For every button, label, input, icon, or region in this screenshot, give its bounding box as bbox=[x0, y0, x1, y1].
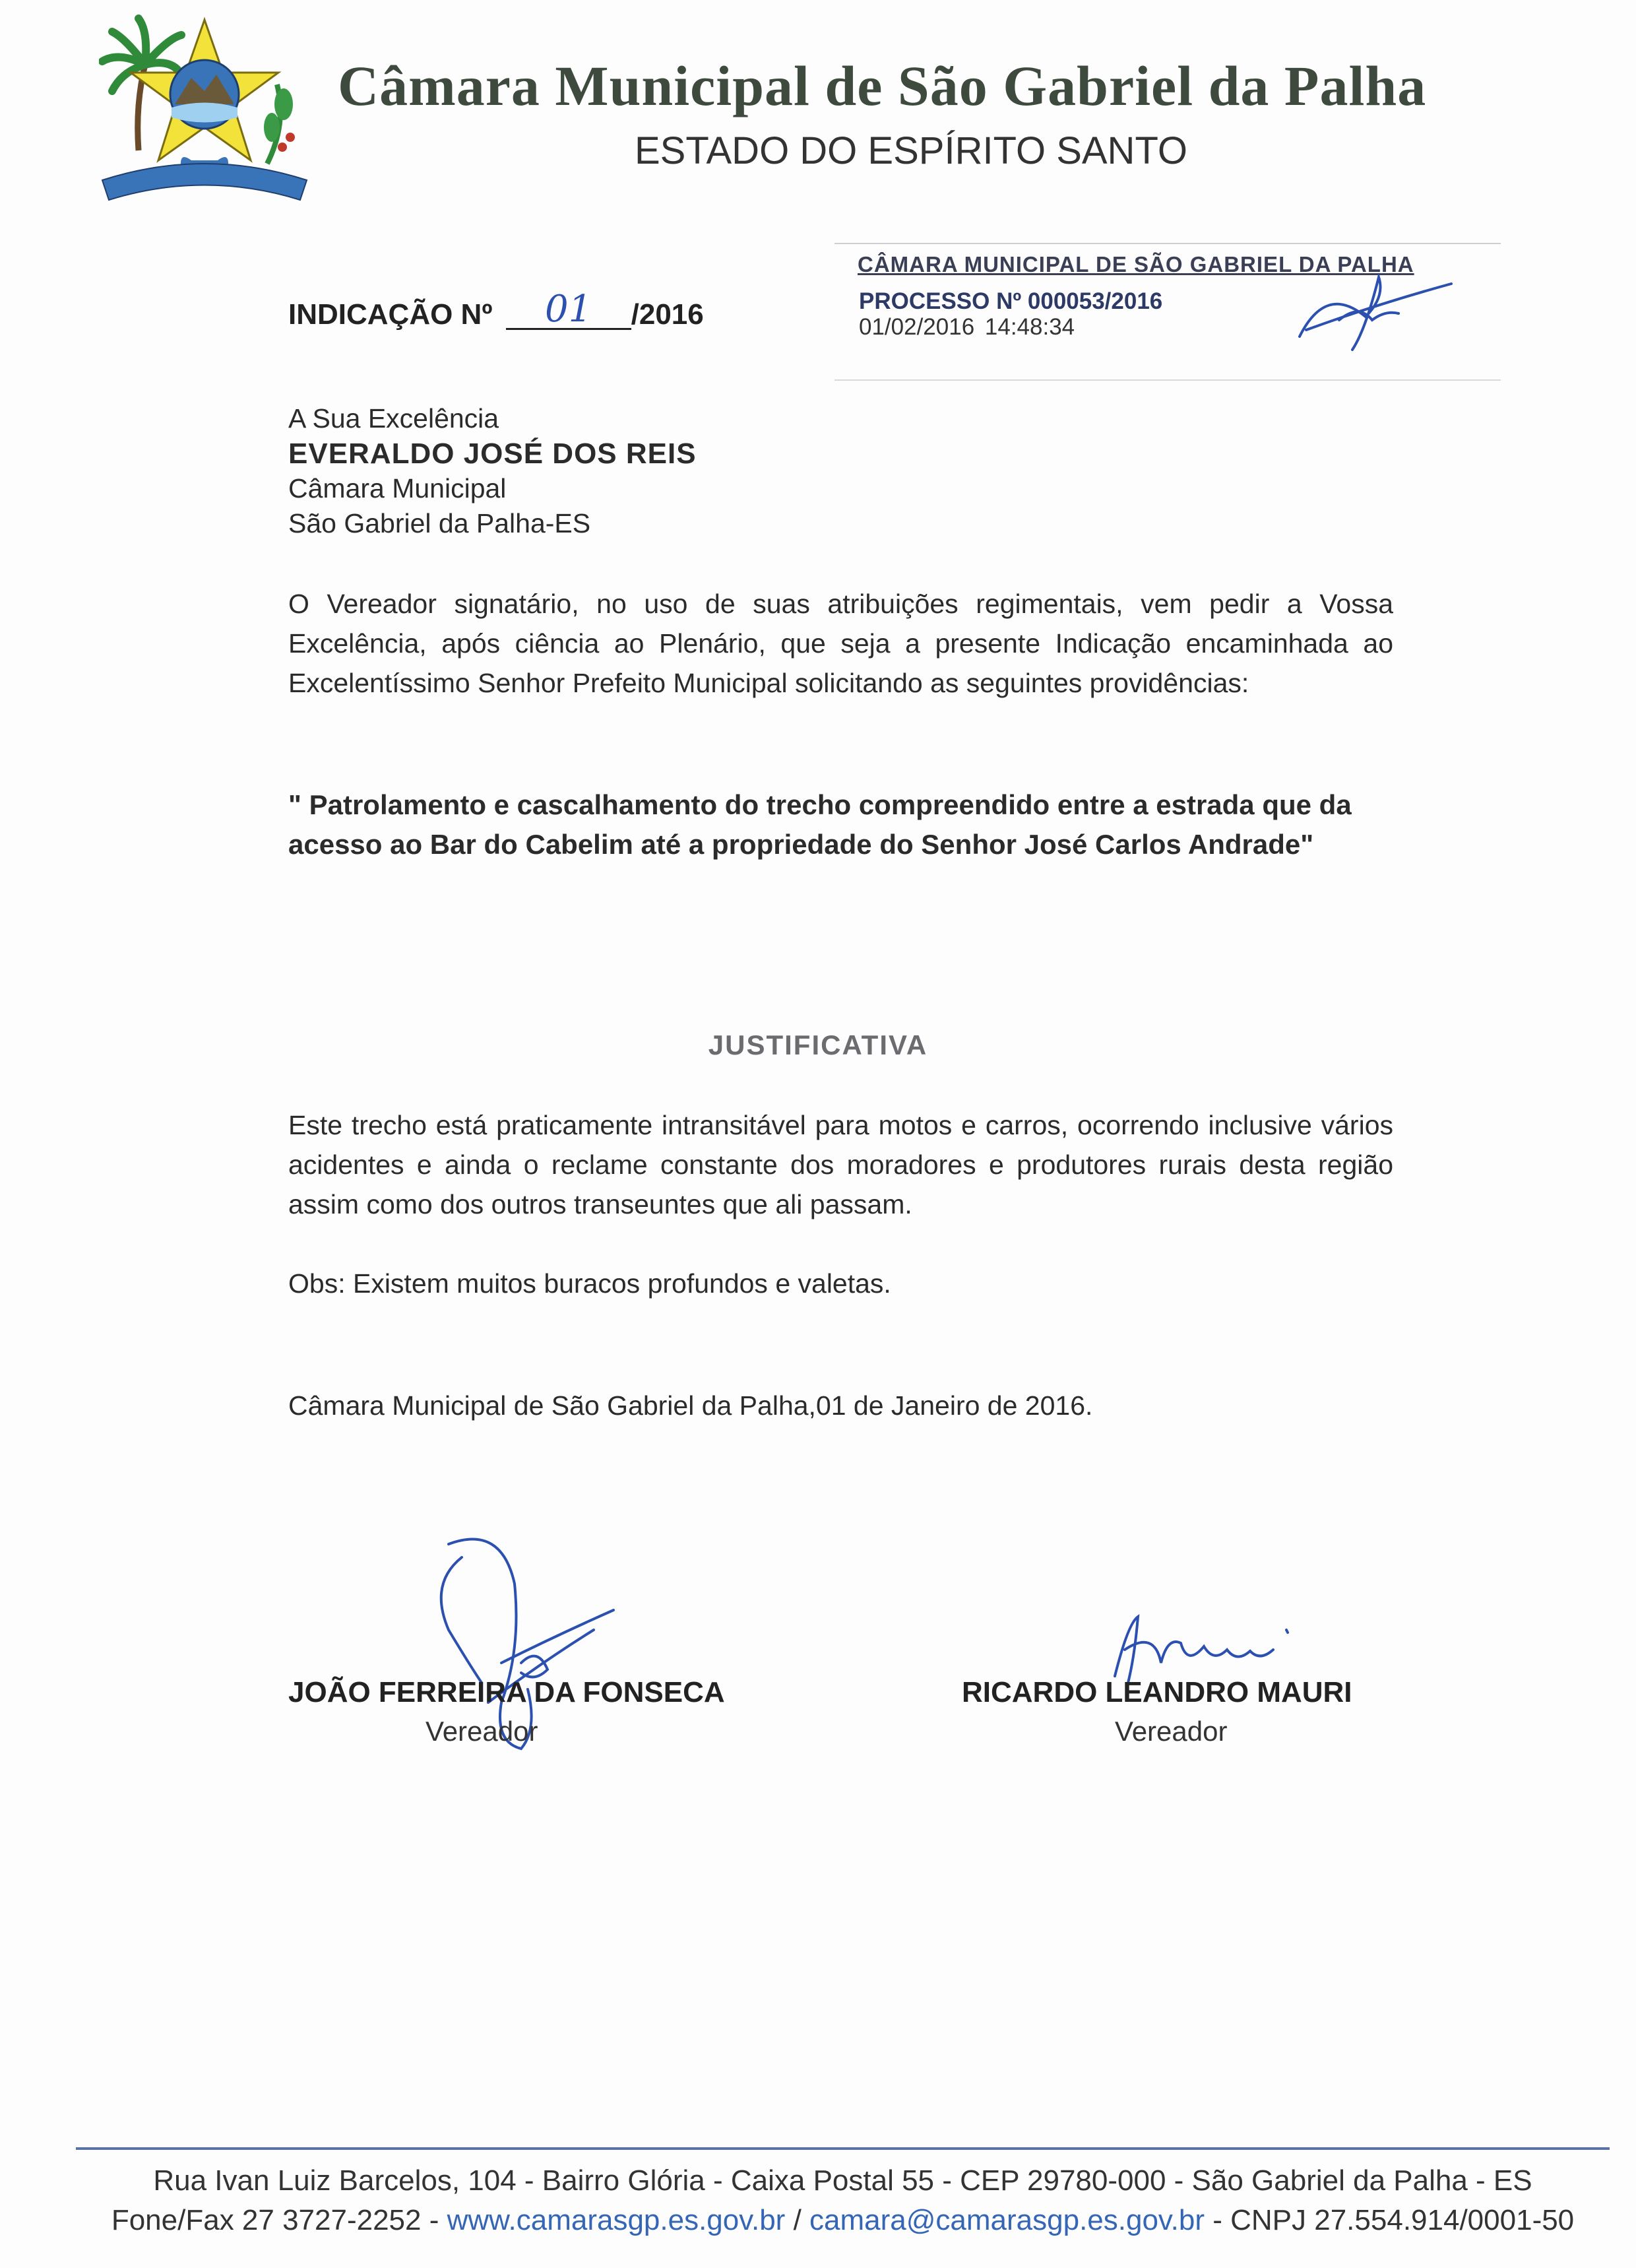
request-paragraph: " Patrolamento e cascalhamento do trecho compreendido entre a estrada que da acesso ao Bar do Cabelim até a propriedade do Senhor José Carlos Andrade" bbox=[288, 789, 1352, 860]
indication-number-line bbox=[288, 288, 704, 333]
recipient-city: São Gabriel da Palha-ES bbox=[288, 508, 591, 538]
signer-2-name: RICARDO LEANDRO MAURI bbox=[962, 1676, 1352, 1708]
indication-number: 01 bbox=[506, 291, 631, 330]
footer-phone: Fone/Fax 27 3727-2252 - bbox=[111, 2204, 447, 2236]
justification-paragraph: Este trecho está praticamente intransitável para motos e carros, ocorrendo inclusive vários acidentes e ainda o reclame constante dos moradores e produtores rurais desta região assim como dos outros transeuntes que ali passam. bbox=[288, 1110, 1393, 1219]
stamp-date: 01/02/2016 bbox=[859, 314, 975, 340]
footer-address: Rua Ivan Luiz Barcelos, 104 - Bairro Glória - Caixa Postal 55 - CEP 29780-000 - São Gabriel da Palha - ES bbox=[153, 2164, 1532, 2197]
recipient-name: EVERALDO JOSÉ DOS REIS bbox=[288, 437, 697, 470]
footer-separator: / bbox=[785, 2204, 810, 2236]
salutation: A Sua Excelência bbox=[288, 403, 499, 434]
address-block bbox=[288, 401, 697, 541]
footer-website-link[interactable]: www.camarasgp.es.gov.br bbox=[447, 2204, 786, 2236]
footer-email-link[interactable]: camara@camarasgp.es.gov.br bbox=[809, 2204, 1205, 2236]
footer-contact bbox=[76, 2204, 1610, 2237]
intro-paragraph: O Vereador signatário, no uso de suas atribuições regimentais, vem pedir a Vossa Excelência, após ciência ao Plenário, que seja a presente Indicação encaminhada ao Excelentíssimo Senhor Prefeito Municipal solicitando as seguintes providências: bbox=[288, 589, 1393, 698]
stamp-organization: CÂMARA MUNICIPAL DE SÃO GABRIEL DA PALHA bbox=[858, 252, 1414, 276]
justification-heading: JUSTIFICATIVA bbox=[708, 1029, 928, 1060]
indication-prefix: INDICAÇÃO Nº bbox=[288, 298, 493, 331]
indication-year: /2016 bbox=[631, 298, 704, 331]
stamp-process-number: PROCESSO Nº 000053/2016 bbox=[859, 288, 1163, 314]
justification-note: Obs: Existem muitos buracos profundos e valetas. bbox=[288, 1268, 891, 1299]
stamp-datetime bbox=[859, 314, 1075, 340]
footer-divider bbox=[76, 2147, 1610, 2150]
footer-cnpj: - CNPJ 27.554.914/0001-50 bbox=[1205, 2204, 1575, 2236]
place-date: Câmara Municipal de São Gabriel da Palha,01 de Janeiro de 2016. bbox=[288, 1390, 1093, 1421]
protocol-stamp bbox=[834, 243, 1501, 381]
stamp-time: 14:48:34 bbox=[984, 314, 1075, 340]
signer-2-role: Vereador bbox=[1115, 1716, 1228, 1747]
stamp-initials-signature bbox=[1286, 257, 1458, 356]
signer-1-name: JOÃO FERREIRA DA FONSECA bbox=[288, 1676, 725, 1708]
coat-of-arms-logo bbox=[99, 12, 310, 203]
signer-1-role: Vereador bbox=[425, 1716, 538, 1747]
document-subtitle: ESTADO DO ESPÍRITO SANTO bbox=[635, 129, 1187, 172]
document-title: Câmara Municipal de São Gabriel da Palha bbox=[338, 54, 1427, 117]
recipient-institution: Câmara Municipal bbox=[288, 473, 507, 503]
